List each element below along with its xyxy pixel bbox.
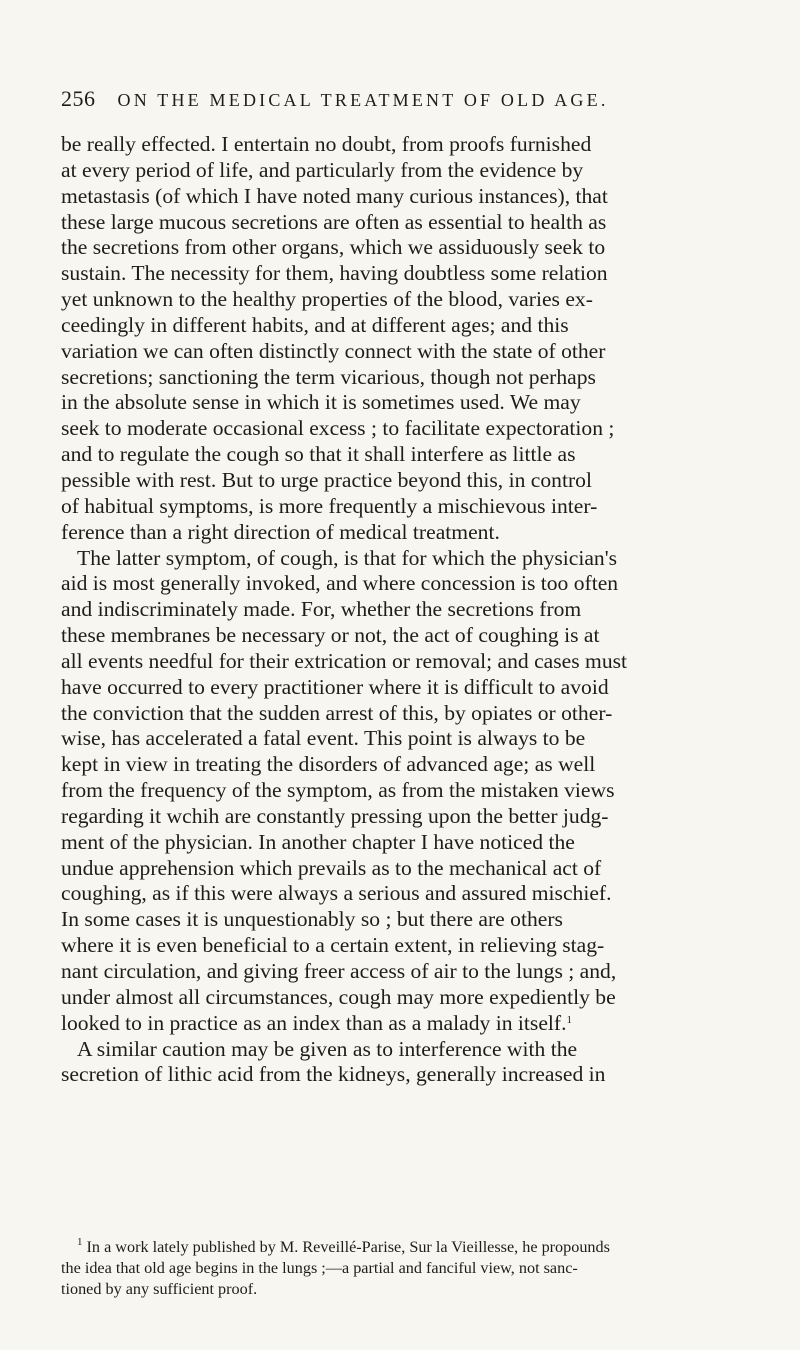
- text-line: these large mucous secretions are often as essential to health as: [61, 209, 607, 234]
- text-line: and indiscriminately made. For, whether the secretions from: [61, 597, 582, 622]
- text-line: all events needful for their extrication or removal; and cases must: [61, 648, 628, 673]
- text-line: sustain. The necessity for them, having doubtless some relation: [61, 261, 608, 286]
- footnote-text: In a work lately published by M. Reveillé-Parise, Sur la Vieillesse, he propounds: [86, 1238, 610, 1256]
- text-line: under almost all circumstances, cough may more expediently be: [61, 984, 616, 1009]
- text-line: nant circulation, and giving freer access of air to the lungs ; and,: [61, 959, 617, 983]
- paragraph-start-line: The latter symptom, of cough, is that for which the physician's: [77, 545, 618, 570]
- text-line: in the absolute sense in which it is sometimes used. We may: [61, 390, 581, 415]
- page-number: 256: [61, 86, 96, 111]
- page-header: [61, 86, 761, 116]
- text-line: aid is most generally invoked, and where concession is too often: [61, 571, 619, 596]
- text-line: be really effected. I entertain no doubt, from proofs furnished: [61, 132, 592, 156]
- text-line: seek to moderate occasional excess ; to facilitate expectoration ;: [61, 416, 615, 441]
- text-line: ment of the physician. In another chapter I have noticed the: [61, 829, 575, 854]
- text-line: these membranes be necessary or not, the act of coughing is at: [61, 623, 600, 648]
- text-line: of habitual symptoms, is more frequently a mischievous inter-: [61, 493, 598, 518]
- text-line: from the frequency of the symptom, as from the mistaken views: [61, 778, 615, 803]
- footnote: [61, 1237, 799, 1300]
- text-line: coughing, as if this were always a serious and assured mischief.: [61, 881, 612, 906]
- text-line: the conviction that the sudden arrest of this, by opiates or other-: [61, 700, 613, 725]
- text-line: metastasis (of which I have noted many curious instances), that: [61, 183, 608, 208]
- text-line: at every period of life, and particularly from the evidence by: [61, 157, 584, 182]
- footnote-line: [61, 1237, 799, 1258]
- text-line: yet unknown to the healthy properties of the blood, varies ex-: [61, 287, 593, 312]
- text-line: where it is even beneficial to a certain extent, in relieving stag-: [61, 933, 605, 958]
- text-line: ference than a right direction of medical treatment.: [61, 519, 500, 544]
- text-line: ceedingly in different habits, and at different ages; and this: [61, 312, 569, 337]
- text-line: wise, has accelerated a fatal event. This point is always to be: [61, 726, 586, 751]
- footnote-line: the idea that old age begins in the lungs ;—a partial and fanciful view, not sanc-: [61, 1259, 578, 1277]
- text-line: kept in view in treating the disorders of advanced age; as well: [61, 752, 596, 777]
- text-line: regarding it wchih are constantly pressing upon the better judg-: [61, 803, 609, 828]
- text-line-with-footnote-ref: [61, 1011, 799, 1037]
- text-line: have occurred to every practitioner where it is difficult to avoid: [61, 674, 609, 699]
- paragraph-start-line: A similar caution may be given as to interference with the: [77, 1036, 578, 1061]
- text-line: undue apprehension which prevails as to the mechanical act of: [61, 855, 602, 880]
- text-line: pessible with rest. But to urge practice beyond this, in control: [61, 467, 592, 492]
- footnote-reference: 1: [566, 1013, 572, 1026]
- body-text: [61, 132, 799, 1088]
- running-head: ON THE MEDICAL TREATMENT OF OLD AGE.: [117, 90, 609, 110]
- footnote-line: tioned by any sufficient proof.: [61, 1280, 258, 1298]
- text-line: secretion of lithic acid from the kidneys, generally increased in: [61, 1062, 606, 1087]
- text-line: looked to in practice as an index than as a malady in itself.: [61, 1010, 567, 1035]
- text-line: In some cases it is unquestionably so ; but there are others: [61, 907, 563, 932]
- text-line: variation we can often distinctly connect with the state of other: [61, 338, 606, 363]
- text-line: and to regulate the cough so that it shall interfere as little as: [61, 442, 576, 467]
- text-line: secretions; sanctioning the term vicarious, though not perhaps: [61, 364, 596, 389]
- footnote-marker: 1: [77, 1236, 83, 1248]
- text-line: the secretions from other organs, which we assiduously seek to: [61, 235, 606, 260]
